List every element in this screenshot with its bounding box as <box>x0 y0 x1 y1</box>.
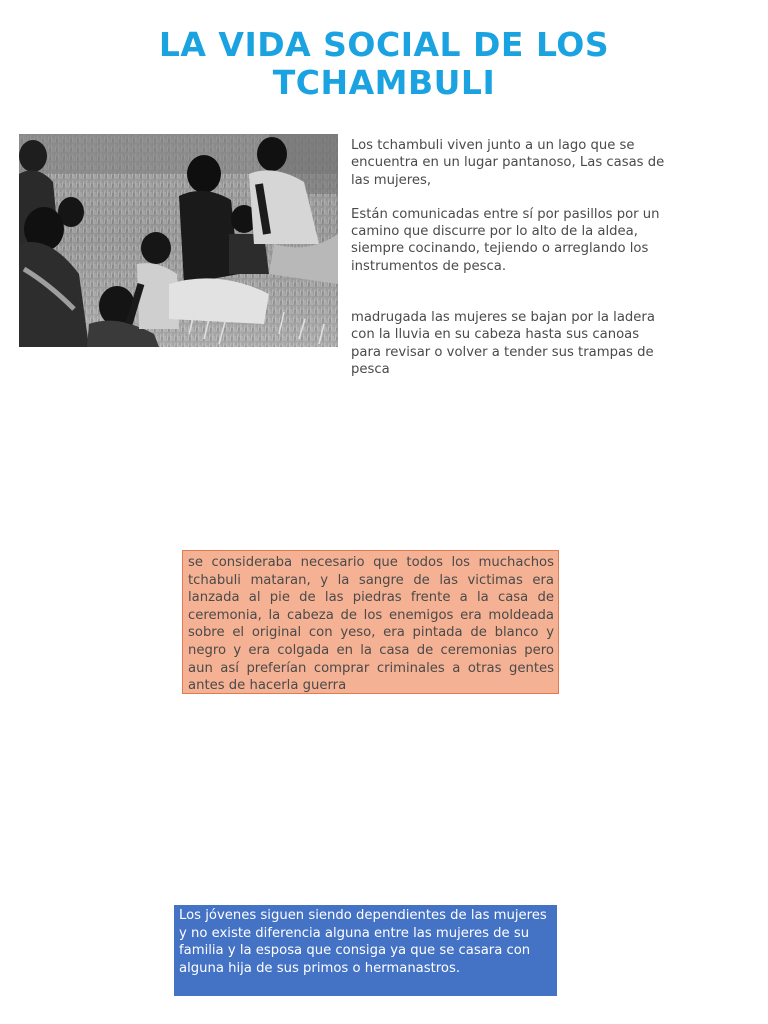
group-photo-image <box>19 134 338 347</box>
ceremony-text-box: se consideraba necesario que todos los muchachos tchabuli mataran, y la sangre de las victimas era lanzada al pie de las piedras frente a la casa de ceremonia, la cabeza de los enemigos era moldeada sobre el original con yeso, era pintada de blanco y negro y era colgada en la casa de ceremonias pero aun así preferían comprar criminales a otras gentes antes de hacerla guerra <box>182 550 559 694</box>
youth-text-box: Los jóvenes siguen siendo dependientes de las mujeres y no existe diferencia alguna entre las mujeres de su familia y la esposa que consiga ya que se casara con alguna hija de sus primos o hermanastros. <box>174 905 557 996</box>
group-photo <box>19 134 338 347</box>
paragraph-lake: Los tchambuli viven junto a un lago que se encuentra en un lugar pantanoso, Las casas de las mujeres, <box>351 138 665 188</box>
intro-text-column <box>351 137 671 378</box>
paragraph-morning: madrugada las mujeres se bajan por la ladera con la lluvia en su cabeza hasta sus canoas para revisar o volver a tender sus trampas de pesca <box>351 310 655 377</box>
page-title-line-1: LA VIDA SOCIAL DE LOS <box>158 25 610 64</box>
page-title-line-2: TCHAMBULI <box>272 63 496 102</box>
paragraph-passages: Están comunicadas entre sí por pasillos por un camino que discurre por lo alto de la aldea, siempre cocinando, tejiendo o arreglando los instrumentos de pesca. <box>351 206 660 274</box>
page-title <box>0 26 768 102</box>
